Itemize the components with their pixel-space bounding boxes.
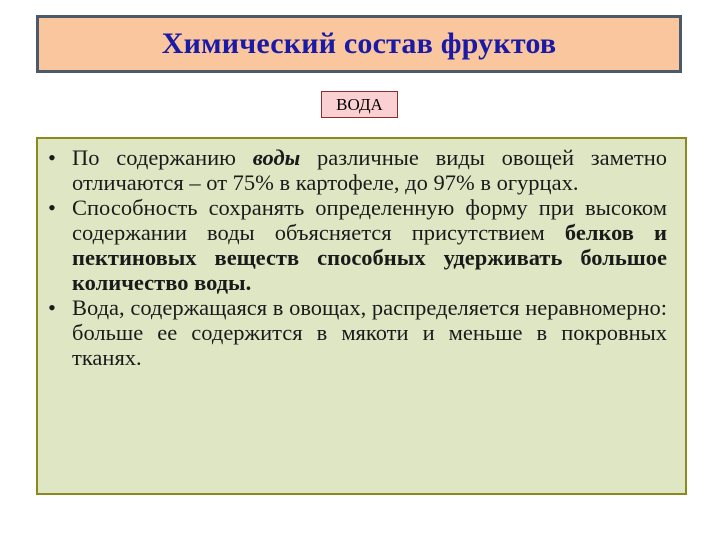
- bullet-item: [48, 195, 667, 295]
- bullet-list: [48, 145, 667, 370]
- bullet-emphasis: белков и пектиновых веществ способных удерживать большое количество воды.: [72, 220, 667, 295]
- bullet-glyph: •: [48, 195, 56, 220]
- section-label: ВОДА: [336, 94, 383, 114]
- section-label-box: [321, 91, 398, 118]
- slide-title-box: [36, 15, 682, 73]
- bullet-item: [48, 295, 667, 370]
- bullet-emphasis: воды: [252, 145, 301, 170]
- bullet-text-part: По содержанию: [72, 145, 253, 170]
- bullet-glyph: •: [48, 295, 56, 320]
- content-panel: [36, 137, 687, 495]
- bullet-text-part: Вода, содержащаяся в овощах, распределяется неравномерно: больше ее содержится в мякоти и меньше в покровных тканях.: [72, 295, 667, 370]
- bullet-glyph: •: [48, 145, 56, 170]
- bullet-text-part: различные виды овощей заметно отличаются – от 75% в картофеле, до 97% в огурцах.: [72, 145, 667, 195]
- slide-title: Химический состав фруктов: [161, 27, 557, 60]
- bullet-item: [48, 145, 667, 195]
- bullet-text-part: Способность сохранять определенную форму при высоком содержании воды объясняется присутствием: [72, 195, 667, 245]
